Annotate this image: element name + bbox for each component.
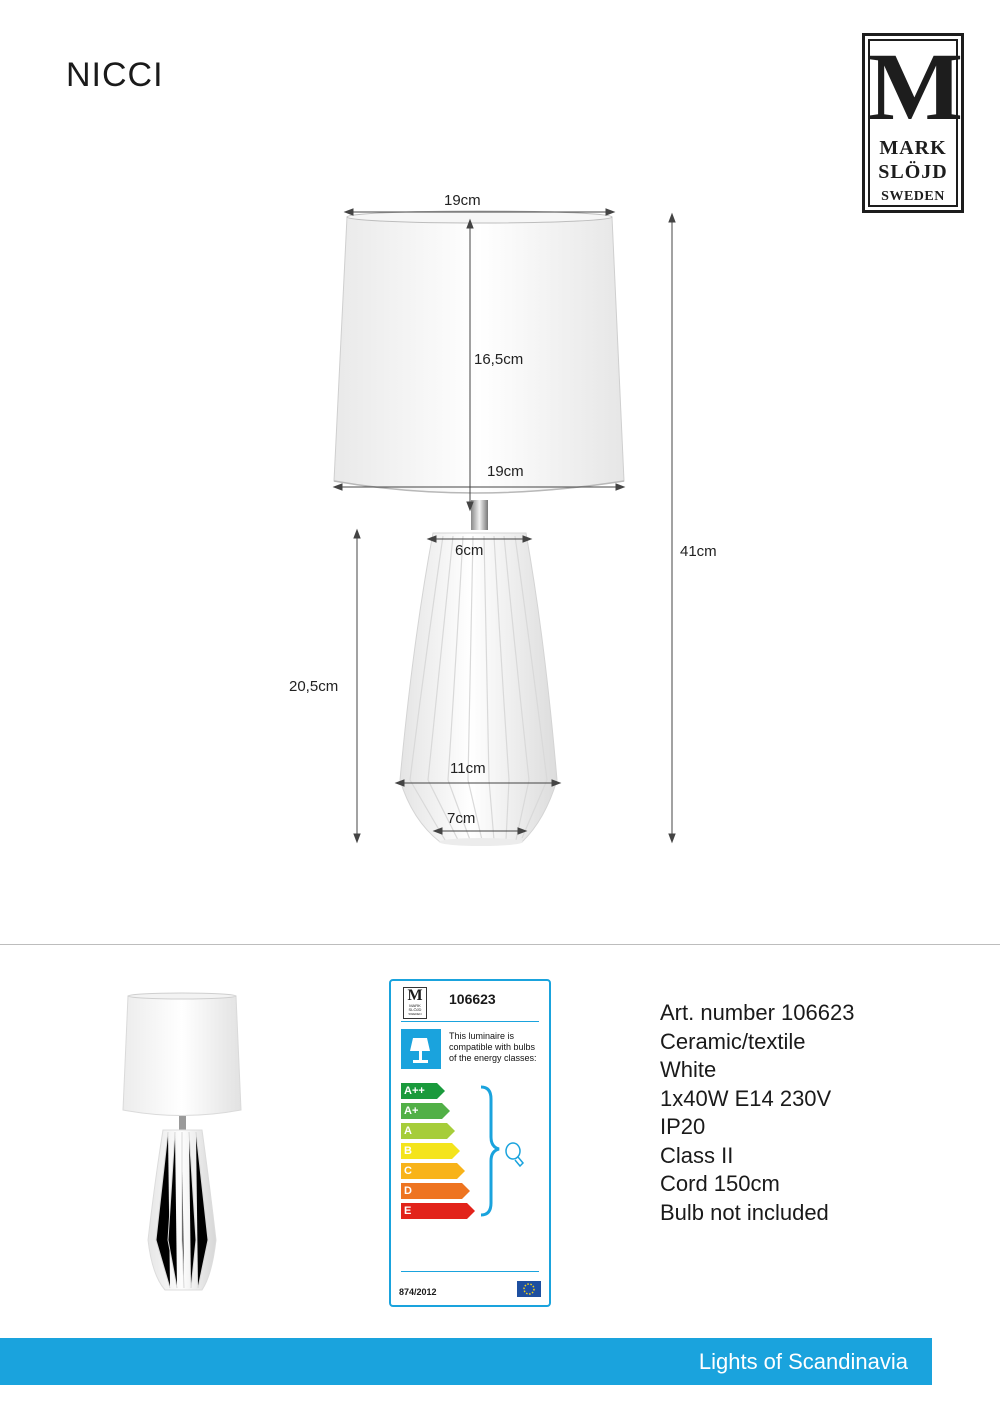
energy-label-compat-text: This luminaire is compatible with bulbs of the energy classes: [449,1031,537,1063]
energy-class-bar [401,1183,462,1199]
energy-label [389,979,551,1307]
energy-class-bar [401,1143,452,1159]
spec-item: Ceramic/textile [660,1028,806,1054]
logo-line-2: SLÖJD [878,161,948,183]
spec-list [660,999,854,1227]
spec-item: White [660,1057,717,1082]
lamp-icon [401,1029,441,1069]
energy-class-bar [401,1083,437,1099]
product-photo [110,990,260,1320]
footer-banner [0,1338,932,1385]
energy-class-label: D [404,1185,412,1197]
spec-item: IP20 [660,1114,706,1139]
energy-label-regulation: 874/2012 [399,1287,437,1297]
energy-class-label: B [404,1145,412,1157]
dim-shade-bottom-width: 19cm [487,463,524,480]
energy-class-label: A+ [404,1105,419,1117]
dim-base-height: 20,5cm [289,678,339,695]
product-title: NICCI [66,56,164,94]
spec-item: Bulb not included [660,1199,829,1225]
lamp-base [400,533,557,846]
energy-label-article: 106623 [449,991,496,1007]
energy-class-bar [401,1203,467,1219]
energy-class-bar [401,1103,442,1119]
dim-neck-width: 6cm [455,542,484,559]
energy-class-label: A [404,1125,412,1137]
dim-total-height: 41cm [680,543,717,560]
energy-class-bars [401,1083,481,1223]
spec-item: 1x40W E14 230V [660,1085,832,1111]
energy-class-bar [401,1123,447,1139]
dim-shade-height: 16,5cm [474,351,524,368]
bracket-icon [477,1081,537,1221]
logo-letter: M [867,33,963,140]
eu-flag-icon [517,1281,541,1297]
logo-line-3: SWEDEN [881,189,945,204]
dim-base-width: 11cm [450,760,486,777]
logo-line-1: MARK [879,137,947,159]
bulb-icon [506,1143,523,1166]
spec-item: Cord 150cm [660,1171,780,1196]
spec-item: Class II [660,1142,734,1168]
footer-tagline: Lights of Scandinavia [698,1349,908,1374]
energy-label-bottom-rule [401,1271,539,1272]
energy-class-label: E [404,1205,412,1217]
energy-label-rule [401,1021,539,1022]
energy-class-bar [401,1163,457,1179]
lamp-stem [471,500,488,530]
dim-foot-width: 7cm [447,810,476,827]
spec-item: Art. number 106623 [660,1000,855,1025]
dim-shade-top-width: 19cm [444,192,481,209]
energy-class-label: A++ [404,1085,425,1097]
section-divider [0,944,1000,945]
energy-label-logo: M MARK SLÖJD SWEDEN [403,987,427,1019]
energy-class-label: C [404,1165,412,1177]
